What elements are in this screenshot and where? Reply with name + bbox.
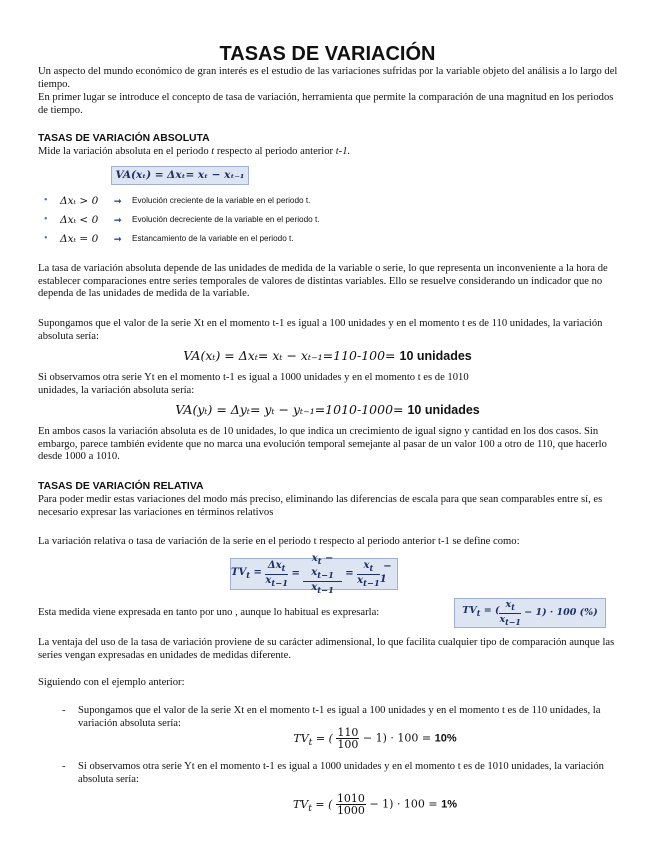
siguiendo-sentence: Siguiendo con el ejemplo anterior:	[38, 677, 185, 688]
va-formula-box: VA(xₜ) = Δxₜ= xₜ − xₜ₋₁	[111, 166, 249, 185]
heading-absoluta: TASAS DE VARIACIÓN ABSOLUTA	[38, 133, 210, 144]
intro-paragraph-2: En primer lugar se introduce el concepto de tasa de variación, herramienta que permite la comparación de una magnitud en los periodos de tiempo.	[38, 92, 614, 116]
bullet-decreciente: • Δxₜ < 0 ➞ Evolución decreciente de la variable en el periodo t.	[44, 214, 320, 226]
bullet-dot-icon: •	[44, 195, 48, 206]
ejemplo-yt-absoluta: Si observamos otra serie Yt en el momento t-1 es igual a 1000 unidades y en el momento t es de 1010 unidades, la variación absoluta sería:	[38, 372, 469, 396]
equation-va-xt: VA(xₜ) = Δxₜ= xₜ − xₜ₋₁=110-100= 10 unidades	[183, 348, 472, 363]
arrow-right-icon: ➞	[114, 234, 122, 244]
bullet-estancamiento: • Δxₜ = 0 ➞ Estancamiento de la variable en el periodo t.	[44, 233, 294, 245]
tv-percent-formula-box: $TV_t$ = ( $\frac{x_t}{x_{t-1}}$ − 1) · 100 (%)	[454, 598, 606, 628]
tv-formula-box: $TV_t$ = $\frac{\Delta x_t}{x_{t-1}}$ = $\frac{x_t - x_{t-1}}{x_{t-1}}$ = $\frac{x_t}{x_{t-1}}$ − 1	[230, 558, 398, 590]
equation-tv-xt: $TV_t$ = ( $\frac{110}{100}$ − 1) · 100 = 10%	[293, 726, 457, 751]
mide-sentence: Mide la variación absoluta en el periodo t respecto al periodo anterior t-1.	[38, 146, 351, 157]
relativa-intro: Para poder medir estas variaciones del modo más preciso, eliminando las diferencias de escala para que sean comparables entre sí, es necesario expresar las variaciones en términos relativos	[38, 494, 603, 518]
ejemplo-yt-relativa: Si observamos otra serie Yt en el momento t-1 es igual a 1000 unidades y en el momento t es de 1010 unidades, la variación absoluta sería:	[78, 761, 604, 785]
page-title: TASAS DE VARIACIÓN	[219, 43, 436, 65]
dash-bullet-icon: -	[62, 761, 66, 772]
ventaja-paragraph: La ventaja del uso de la tasa de variación proviene de su carácter adimensional, lo que facilita cualquier tipo de comparación aunque las series vengan expresadas en unidades de medidas diferente.	[38, 637, 615, 661]
arrow-right-icon: ➞	[114, 215, 122, 225]
ejemplo-xt-relativa: Supongamos que el valor de la serie Xt en el momento t-1 es igual a 100 unidades y en el momento t es de 110 unidades, la variación absoluta sería:	[78, 705, 601, 729]
tanto-por-uno-sentence: Esta medida viene expresada en tanto por uno , aunque lo habitual es expresarla:	[38, 607, 380, 618]
unidades-paragraph: La tasa de variación absoluta depende de las unidades de medida de la variable o serie, lo que representa un inconveniente a la hora de establecer comparaciones entre series temporales de valores de distintas variables. Ello se resuelve considerando un indicador que no dependa de las unidades de medida de la variable.	[38, 263, 608, 300]
relativa-define: La variación relativa o tasa de variación de la serie en el periodo t respecto al periodo anterior t-1 se define como:	[38, 536, 520, 547]
equation-tv-yt: $TV_t$ = ( $\frac{1010}{1000}$ − 1) · 100 = 1%	[292, 792, 458, 817]
heading-relativa: TASAS DE VARIACIÓN RELATIVA	[38, 481, 204, 492]
bullet-dot-icon: •	[44, 233, 48, 244]
arrow-right-icon: ➞	[114, 196, 122, 206]
ejemplo-xt-absoluta: Supongamos que el valor de la serie Xt en el momento t-1 es igual a 100 unidades y en el momento t es de 110 unidades, la variación absoluta sería:	[38, 318, 603, 342]
intro-paragraph-1: Un aspecto del mundo económico de gran interés es el estudio de las variaciones sufridas por la variable objeto del análisis a lo largo del tiempo.	[38, 66, 618, 90]
equation-va-yt: VA(yₜ) = Δyₜ= yₜ − yₜ₋₁=1010-1000= 10 unidades	[175, 402, 480, 417]
bullet-creciente: • Δxₜ > 0 ➞ Evolución creciente de la variable en el periodo t.	[44, 195, 311, 207]
bullet-dot-icon: •	[44, 214, 48, 225]
conclusion-paragraph: En ambos casos la variación absoluta es de 10 unidades, lo que indica un crecimiento de igual signo y cantidad en los dos casos. Sin embargo, parece también evidente que no marca una evolución temporal semejante al pasar de un valor 100 a otro de 110, que hacerlo desde 1000 a 1010.	[38, 426, 607, 463]
dash-bullet-icon: -	[62, 705, 66, 716]
